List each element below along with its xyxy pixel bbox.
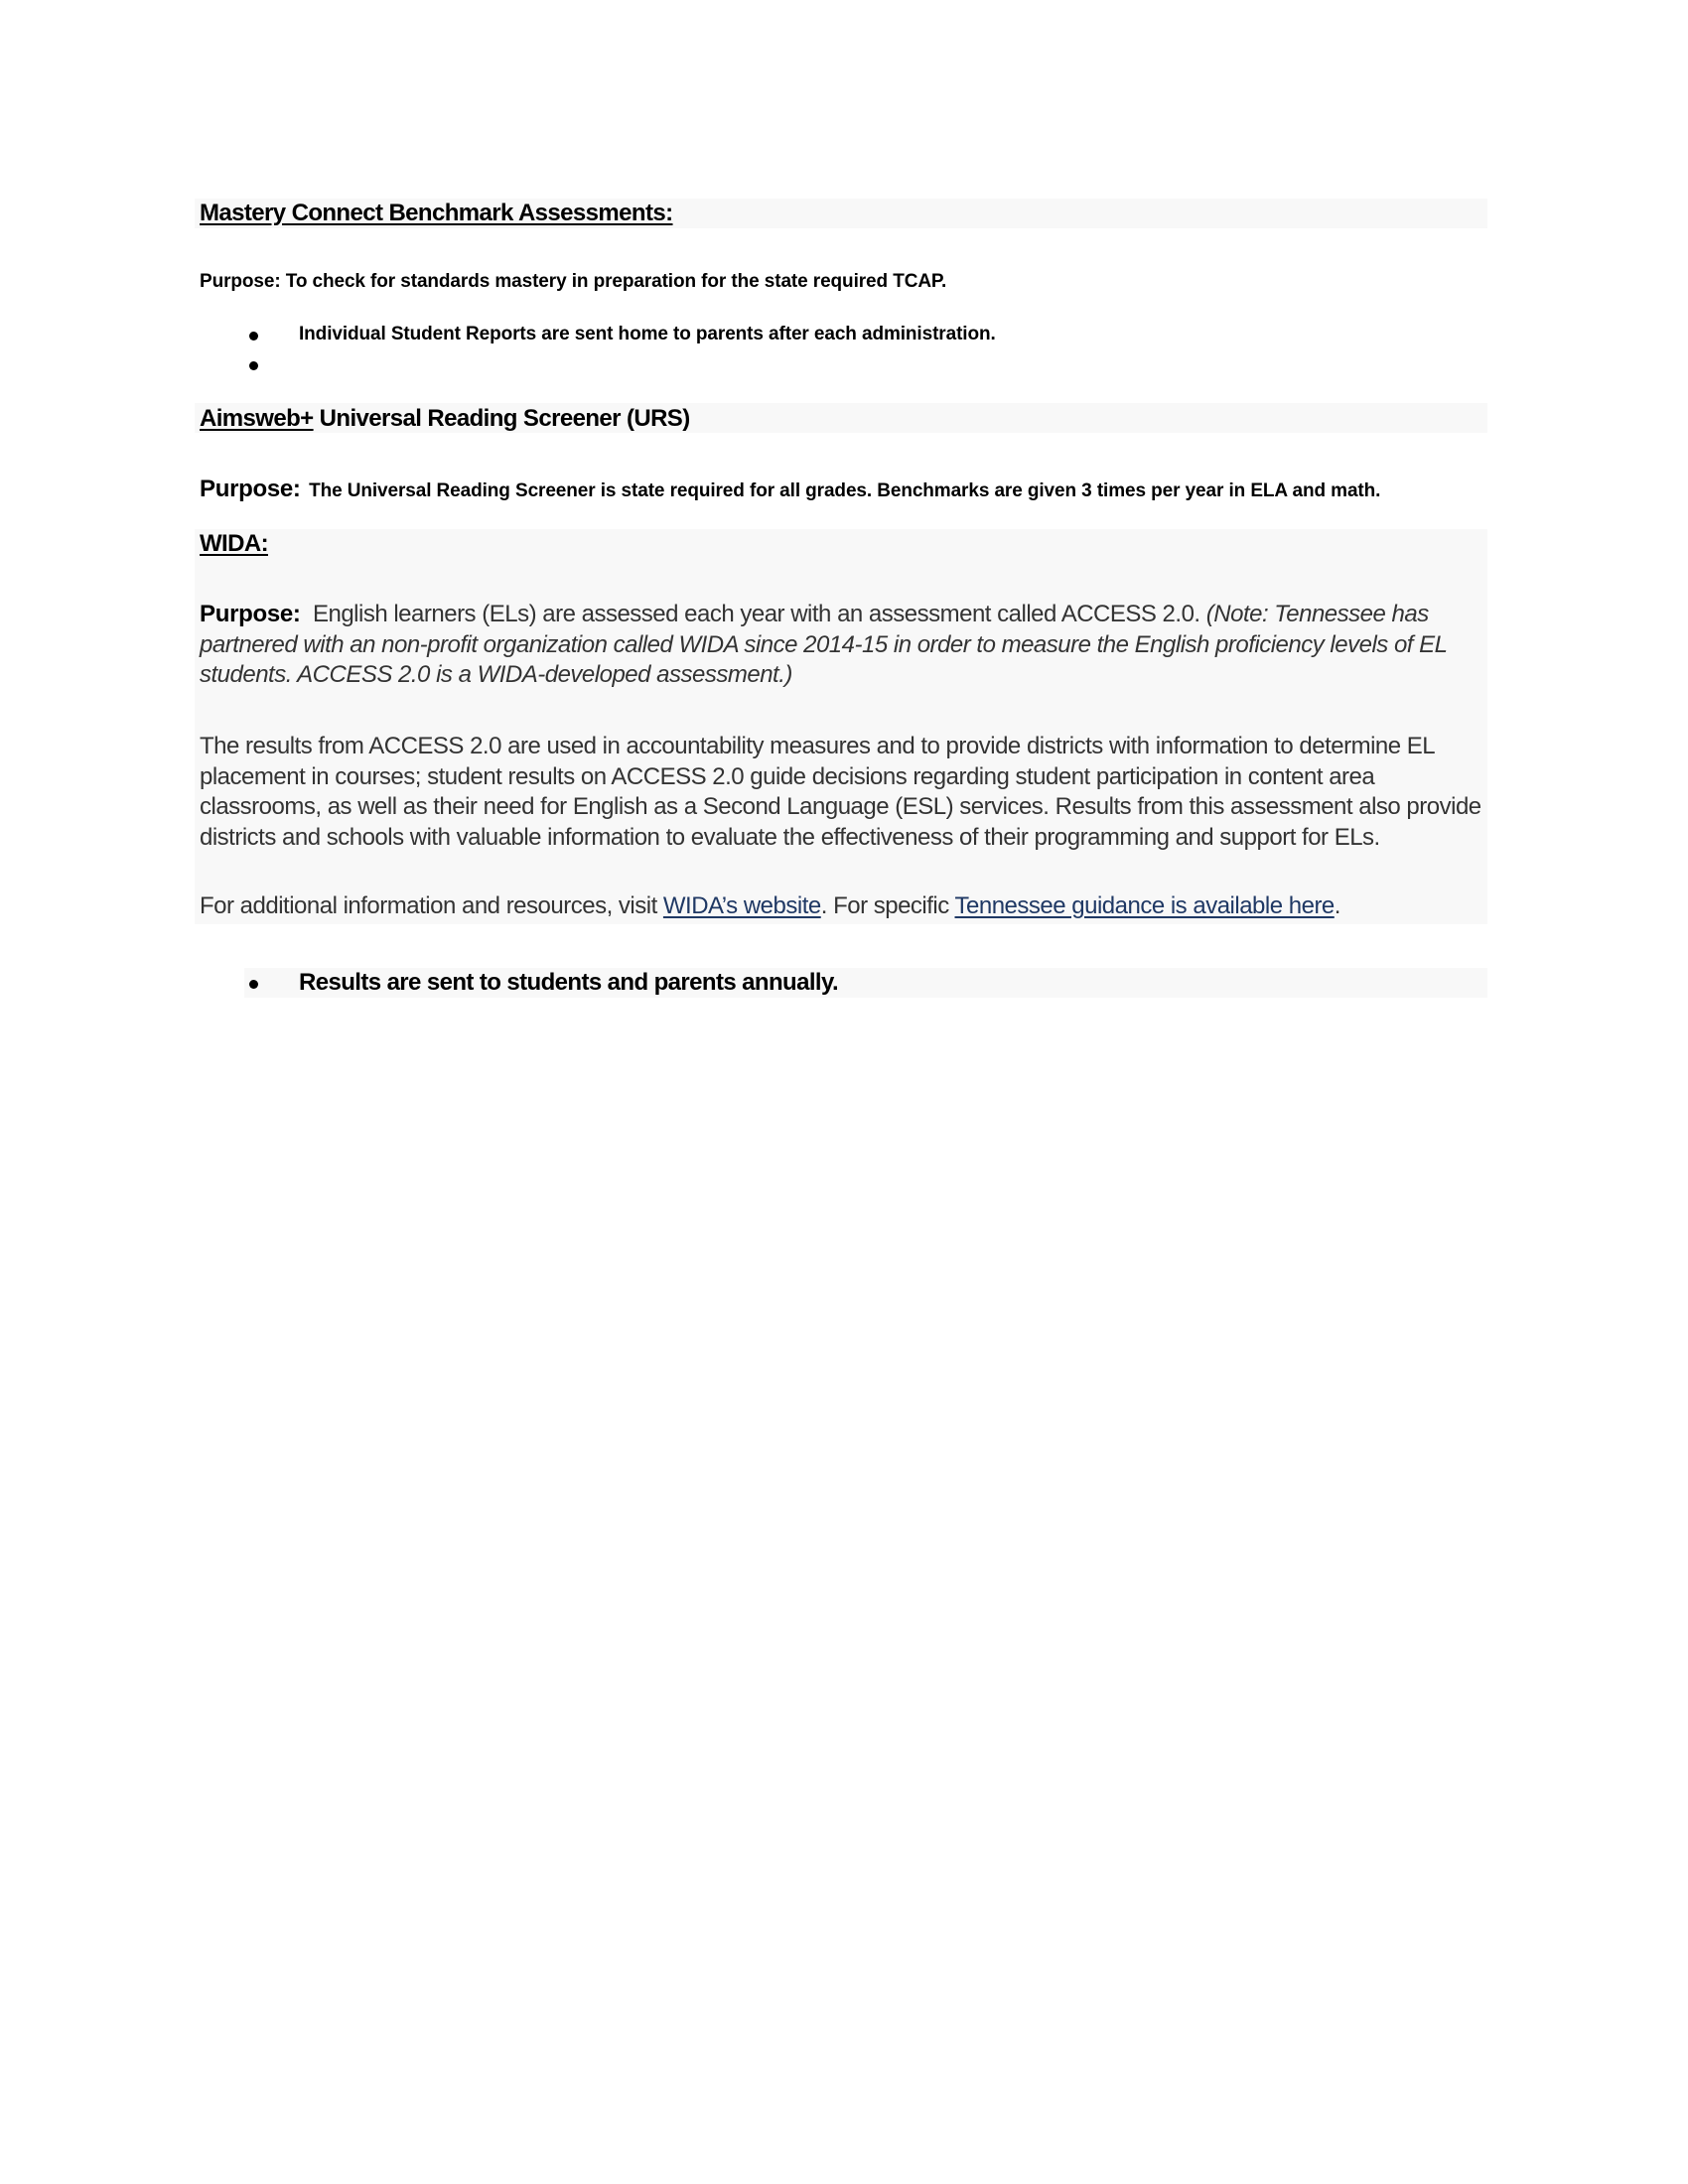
- additional-prefix: For additional information and resources, visit: [200, 892, 663, 919]
- mastery-heading: Mastery Connect Benchmark Assessments:: [200, 200, 673, 226]
- aimsweb-heading-rest: Universal Reading Screener (URS): [313, 405, 690, 432]
- wida-heading: WIDA:: [200, 530, 268, 557]
- purpose-label: Purpose:: [200, 476, 301, 502]
- mastery-bullet-1: Individual Student Reports are sent home to parents after each administration.: [299, 324, 996, 344]
- bullet-dot: [249, 980, 258, 989]
- wida-purpose-text: English learners (ELs) are assessed each year with an assessment called ACCESS 2.0.: [312, 601, 1200, 627]
- wida-purpose: [200, 600, 1490, 691]
- wida-results-paragraph: The results from ACCESS 2.0 are used in accountability measures and to provide districts with information to determine EL placement in courses; student results on ACCESS 2.0 guide decisions regarding student participation in content area classrooms, as well as their need for English as a Second Language (ESL) services. Results from this assessment also provide districts and schools with valuable information to evaluate the effectiveness of their programming and support for ELs.: [200, 733, 1481, 851]
- tennessee-guidance-link[interactable]: Tennessee guidance is available here: [954, 892, 1335, 919]
- bullet-dot: [249, 361, 258, 370]
- wida-band: [195, 529, 1487, 924]
- aimsweb-purpose: [200, 476, 1380, 503]
- additional-suffix: .: [1334, 892, 1340, 919]
- wida-website-link[interactable]: WIDA’s website: [662, 892, 821, 919]
- aimsweb-link[interactable]: Aimsweb+: [200, 405, 314, 432]
- wida-bullet: Results are sent to students and parents annually.: [299, 969, 839, 996]
- aimsweb-heading: [200, 405, 690, 433]
- mastery-purpose: Purpose: To check for standards mastery in preparation for the state required TCAP.: [200, 271, 947, 292]
- purpose-label: Purpose:: [200, 601, 301, 627]
- wida-purpose-note: (Note: Tennessee has partnered with an non-profit organization called WIDA since 2014-15 in order to measure the English proficiency levels of EL students. ACCESS 2.0 is a WIDA-developed assessment.): [200, 601, 1448, 688]
- wida-additional-info: [200, 892, 1340, 920]
- aimsweb-purpose-text: The Universal Reading Screener is state required for all grades. Benchmarks are given 3 times per year in ELA and math.: [309, 480, 1381, 501]
- bullet-dot: [249, 332, 258, 341]
- additional-middle: . For specific: [820, 892, 955, 919]
